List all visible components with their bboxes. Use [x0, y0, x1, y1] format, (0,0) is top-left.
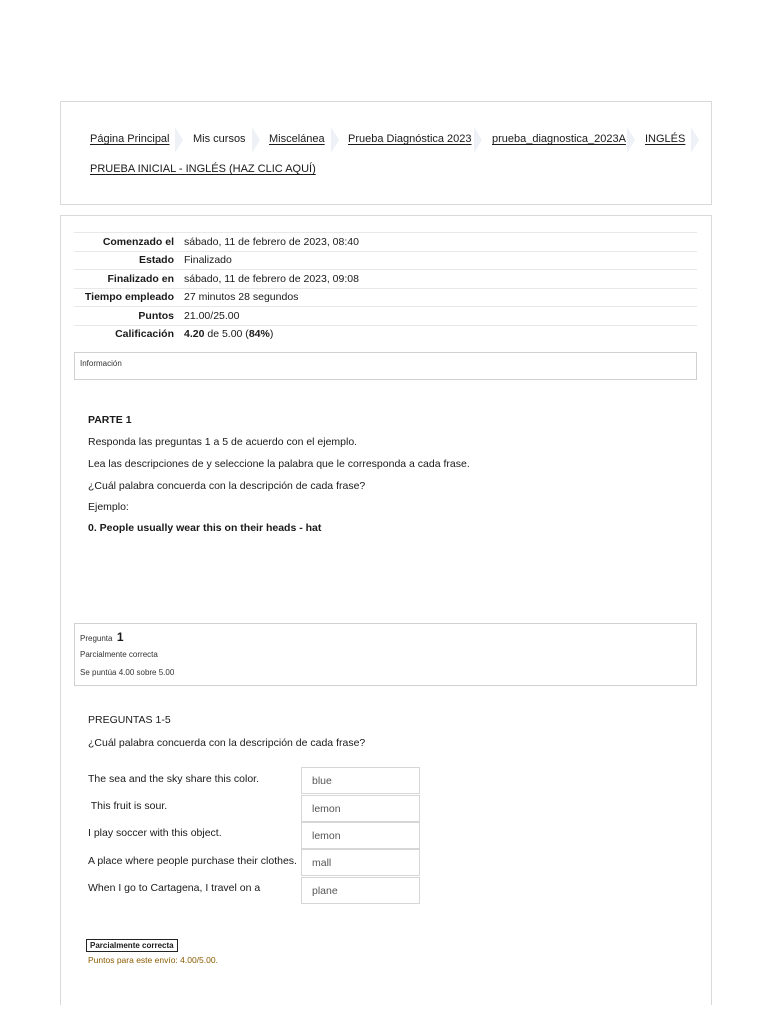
summary-value: 21.00/25.00 [184, 307, 697, 326]
summary-key: Finalizado en [74, 270, 184, 289]
breadcrumb-separator [627, 127, 635, 153]
question-text: A place where people purchase their clothes. [88, 855, 297, 867]
grade-value [184, 325, 697, 343]
breadcrumb-separator [252, 127, 260, 153]
breadcrumb-diagnostic-test-link[interactable]: Prueba Diagnóstica 2023 [348, 133, 472, 145]
summary-key: Calificación [74, 325, 184, 343]
instruction-line: Responda las preguntas 1 a 5 de acuerdo con el ejemplo. [88, 436, 358, 448]
breadcrumb-english-link[interactable]: INGLÉS [645, 133, 686, 145]
example-text: 0. People usually wear this on their heads - hat [88, 522, 322, 534]
summary-key: Puntos [74, 307, 184, 326]
summary-row [74, 288, 697, 307]
questions-title: PREGUNTAS 1-5 [88, 714, 171, 726]
information-box [74, 352, 697, 380]
breadcrumb-diagnostic-2023a-link[interactable]: prueba_diagnostica_2023A [492, 133, 626, 145]
question-text: When I go to Cartagena, I travel on a [88, 882, 261, 894]
partial-correct-badge: Parcialmente correcta [86, 939, 178, 952]
question-number-value: 1 [116, 630, 124, 644]
breadcrumb-home-link[interactable]: Página Principal [90, 133, 170, 145]
information-label: Información [80, 359, 122, 368]
breadcrumb-separator [474, 127, 482, 153]
summary-row [74, 270, 697, 289]
grade-separator: de 5.00 ( [204, 328, 249, 341]
attempt-summary-table [74, 232, 697, 343]
summary-value: sábado, 11 de febrero de 2023, 09:08 [184, 270, 697, 289]
answer-field-1[interactable] [301, 767, 420, 794]
breadcrumb-separator [691, 127, 699, 153]
question-score: Se puntúa 4.00 sobre 5.00 [80, 668, 175, 677]
breadcrumb-miscellaneous-link[interactable]: Miscelánea [269, 133, 325, 145]
instruction-line: Ejemplo: [88, 501, 129, 513]
answer-field-4[interactable] [301, 849, 420, 876]
summary-value: 27 minutos 28 segundos [184, 288, 697, 307]
answer-field-3[interactable] [301, 822, 420, 849]
part-title: PARTE 1 [88, 414, 132, 426]
question-text: I play soccer with this object. [88, 827, 222, 839]
breadcrumb-my-courses: Mis cursos [193, 133, 246, 145]
question-info-box [74, 623, 697, 686]
grade-score: 4.20 [184, 328, 205, 341]
question-state: Parcialmente correcta [80, 650, 158, 659]
question-label: Pregunta [80, 634, 113, 643]
summary-key: Tiempo empleado [74, 288, 184, 307]
instruction-line: ¿Cuál palabra concuerda con la descripción de cada frase? [88, 480, 366, 492]
breadcrumb-quiz-link[interactable]: PRUEBA INICIAL - INGLÉS (HAZ CLIC AQUÍ) [90, 163, 316, 175]
answer-field-5[interactable] [301, 877, 420, 904]
breadcrumb [60, 101, 712, 205]
summary-value: sábado, 11 de febrero de 2023, 08:40 [184, 233, 697, 252]
questions-prompt: ¿Cuál palabra concuerda con la descripción de cada frase? [88, 737, 366, 749]
summary-row [74, 307, 697, 326]
summary-row [74, 325, 697, 343]
question-text: The sea and the sky share this color. [88, 773, 260, 785]
instruction-line: Lea las descripciones de y seleccione la palabra que le corresponda a cada frase. [88, 458, 470, 470]
grade-percent: 84% [248, 328, 270, 341]
summary-row [74, 233, 697, 252]
summary-value: Finalizado [184, 251, 697, 270]
question-number [80, 628, 124, 646]
answer-field-2[interactable] [301, 795, 420, 822]
summary-key: Comenzado el [74, 233, 184, 252]
question-text: This fruit is sour. [88, 800, 168, 812]
summary-key: Estado [74, 251, 184, 270]
points-feedback: Puntos para este envío: 4.00/5.00. [88, 955, 218, 965]
summary-row [74, 251, 697, 270]
grade-close: ) [269, 328, 274, 341]
breadcrumb-separator [331, 127, 339, 153]
breadcrumb-separator [175, 127, 183, 153]
